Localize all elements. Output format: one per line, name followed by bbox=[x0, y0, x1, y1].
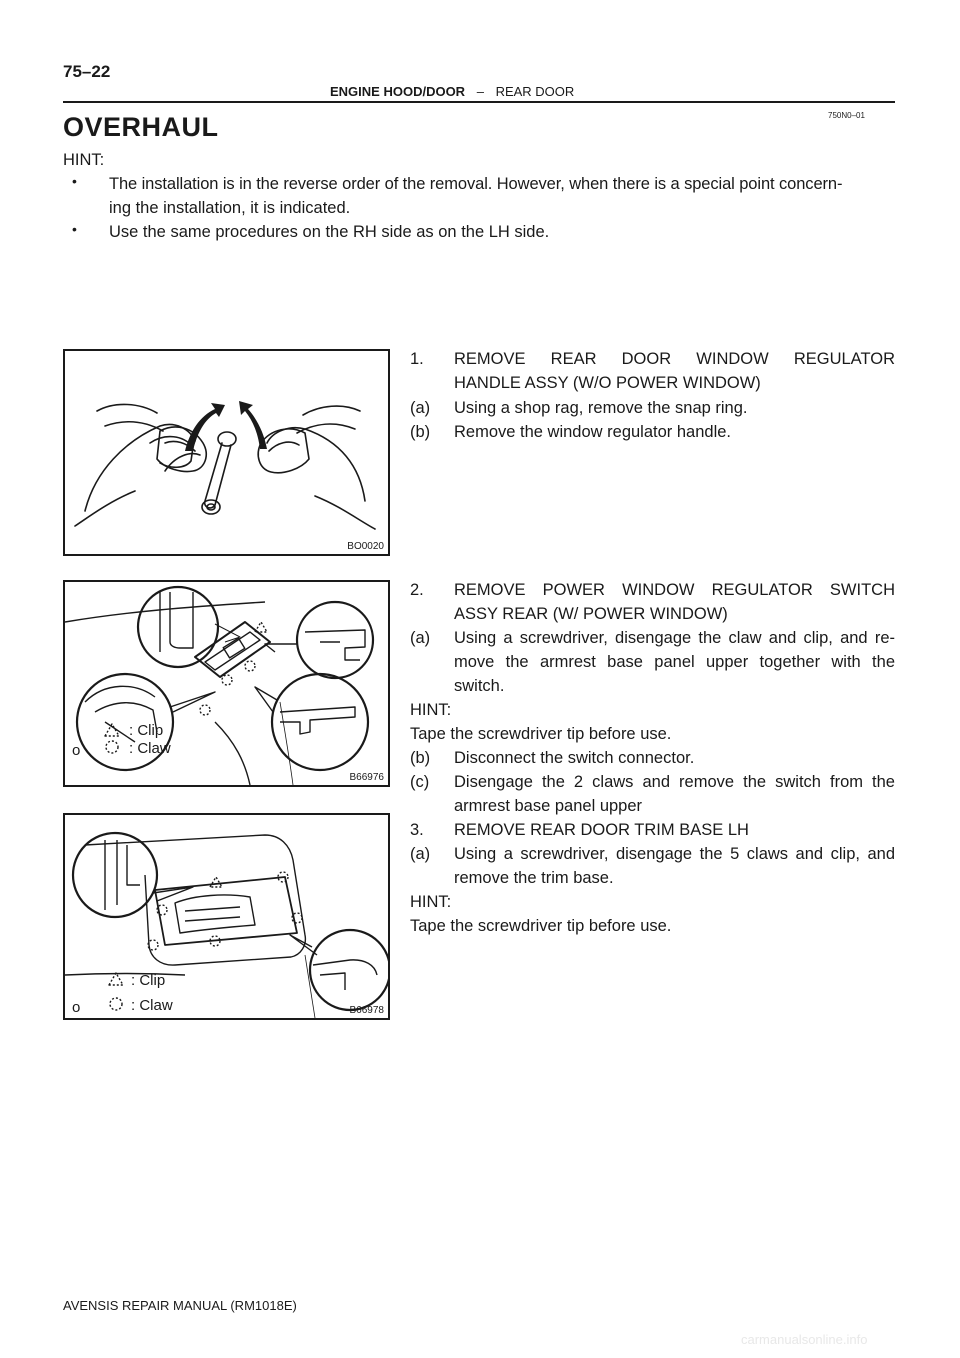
step-2c-line-1: Disengage the 2 claws and remove the switch from the bbox=[454, 773, 895, 791]
figure-3-id: B66978 bbox=[349, 1005, 384, 1016]
legend-clip: : Clip bbox=[131, 972, 166, 989]
step-1-title-line-2: HANDLE ASSY (W/O POWER WINDOW) bbox=[454, 374, 761, 392]
armrest-switch-illustration bbox=[65, 582, 388, 785]
step-3-title: REMOVE REAR DOOR TRIM BASE LH bbox=[454, 821, 749, 839]
step-3-number: 3. bbox=[410, 821, 424, 839]
door-trim-base-illustration bbox=[65, 815, 388, 1018]
step-3a-label: (a) bbox=[410, 845, 431, 863]
step-1b-text: Remove the window regulator handle. bbox=[454, 423, 731, 441]
step-1b-label: (b) bbox=[410, 423, 431, 441]
step-2-title-line-1: REMOVE POWER WINDOW REGULATOR SWITCH bbox=[454, 581, 895, 599]
figure-3-mark: o bbox=[72, 999, 81, 1016]
step-2a-line-3: switch. bbox=[454, 677, 505, 695]
doc-code: 750N0–01 bbox=[828, 111, 865, 120]
hint-bullet-1-line-1: The installation is in the reverse order of the removal. However, when there is a special point concern- bbox=[109, 175, 843, 193]
figure-1-id: BO0020 bbox=[347, 541, 384, 552]
legend-clip: : Clip bbox=[129, 722, 164, 739]
legend-claw: : Claw bbox=[129, 740, 171, 757]
step-2b-text: Disconnect the switch connector. bbox=[454, 749, 695, 767]
step-2-hint-text: Tape the screwdriver tip before use. bbox=[410, 725, 672, 743]
step-1-number: 1. bbox=[410, 350, 424, 368]
step-2c-line-2: armrest base panel upper bbox=[454, 797, 643, 815]
header-rule bbox=[63, 101, 895, 103]
figure-handle-removal bbox=[63, 349, 390, 556]
page-title: OVERHAUL bbox=[63, 112, 219, 142]
section-title: REAR DOOR bbox=[495, 84, 575, 99]
step-1a-text: Using a shop rag, remove the snap ring. bbox=[454, 399, 748, 417]
step-2-title-line-2: ASSY REAR (W/ POWER WINDOW) bbox=[454, 605, 728, 623]
step-2a-label: (a) bbox=[410, 629, 431, 647]
bullet-2: • bbox=[72, 221, 77, 237]
step-3-hint-label: HINT: bbox=[410, 893, 452, 911]
step-2b-label: (b) bbox=[410, 749, 431, 767]
watermark: carmanualsonline.info bbox=[741, 1332, 868, 1347]
step-3a-line-2: remove the trim base. bbox=[454, 869, 614, 887]
step-2a-line-2: move the armrest base panel upper together with the bbox=[454, 653, 895, 671]
legend-claw: : Claw bbox=[131, 997, 173, 1014]
bullet-1: • bbox=[72, 173, 77, 189]
chapter-title: ENGINE HOOD/DOOR bbox=[330, 84, 466, 99]
figure-2-mark: o bbox=[72, 742, 81, 759]
step-3a-line-1: Using a screwdriver, disengage the 5 claws and clip, and bbox=[454, 845, 895, 863]
step-2-hint-label: HINT: bbox=[410, 701, 452, 719]
hands-regulator-handle-illustration bbox=[65, 351, 388, 554]
step-3-hint-text: Tape the screwdriver tip before use. bbox=[410, 917, 672, 935]
figure-2-id: B66976 bbox=[349, 772, 384, 783]
running-header bbox=[330, 84, 574, 99]
step-1-title-line-1: REMOVE REAR DOOR WINDOW REGULATOR bbox=[454, 350, 895, 368]
step-2-number: 2. bbox=[410, 581, 424, 599]
figure-trim-base-removal bbox=[63, 813, 390, 1020]
hint-bullet-2: Use the same procedures on the RH side as on the LH side. bbox=[109, 223, 550, 241]
header-separator: – bbox=[476, 84, 484, 99]
figure-switch-removal bbox=[63, 580, 390, 787]
hint-label: HINT: bbox=[63, 151, 105, 169]
step-2a-line-1: Using a screwdriver, disengage the claw and clip, and re- bbox=[454, 629, 895, 647]
hint-bullet-1-line-2: ing the installation, it is indicated. bbox=[109, 199, 351, 217]
step-1a-label: (a) bbox=[410, 399, 431, 417]
footer-manual-title: AVENSIS REPAIR MANUAL (RM1018E) bbox=[63, 1298, 297, 1313]
step-2c-label: (c) bbox=[410, 773, 430, 791]
page-number: 75–22 bbox=[63, 62, 111, 81]
